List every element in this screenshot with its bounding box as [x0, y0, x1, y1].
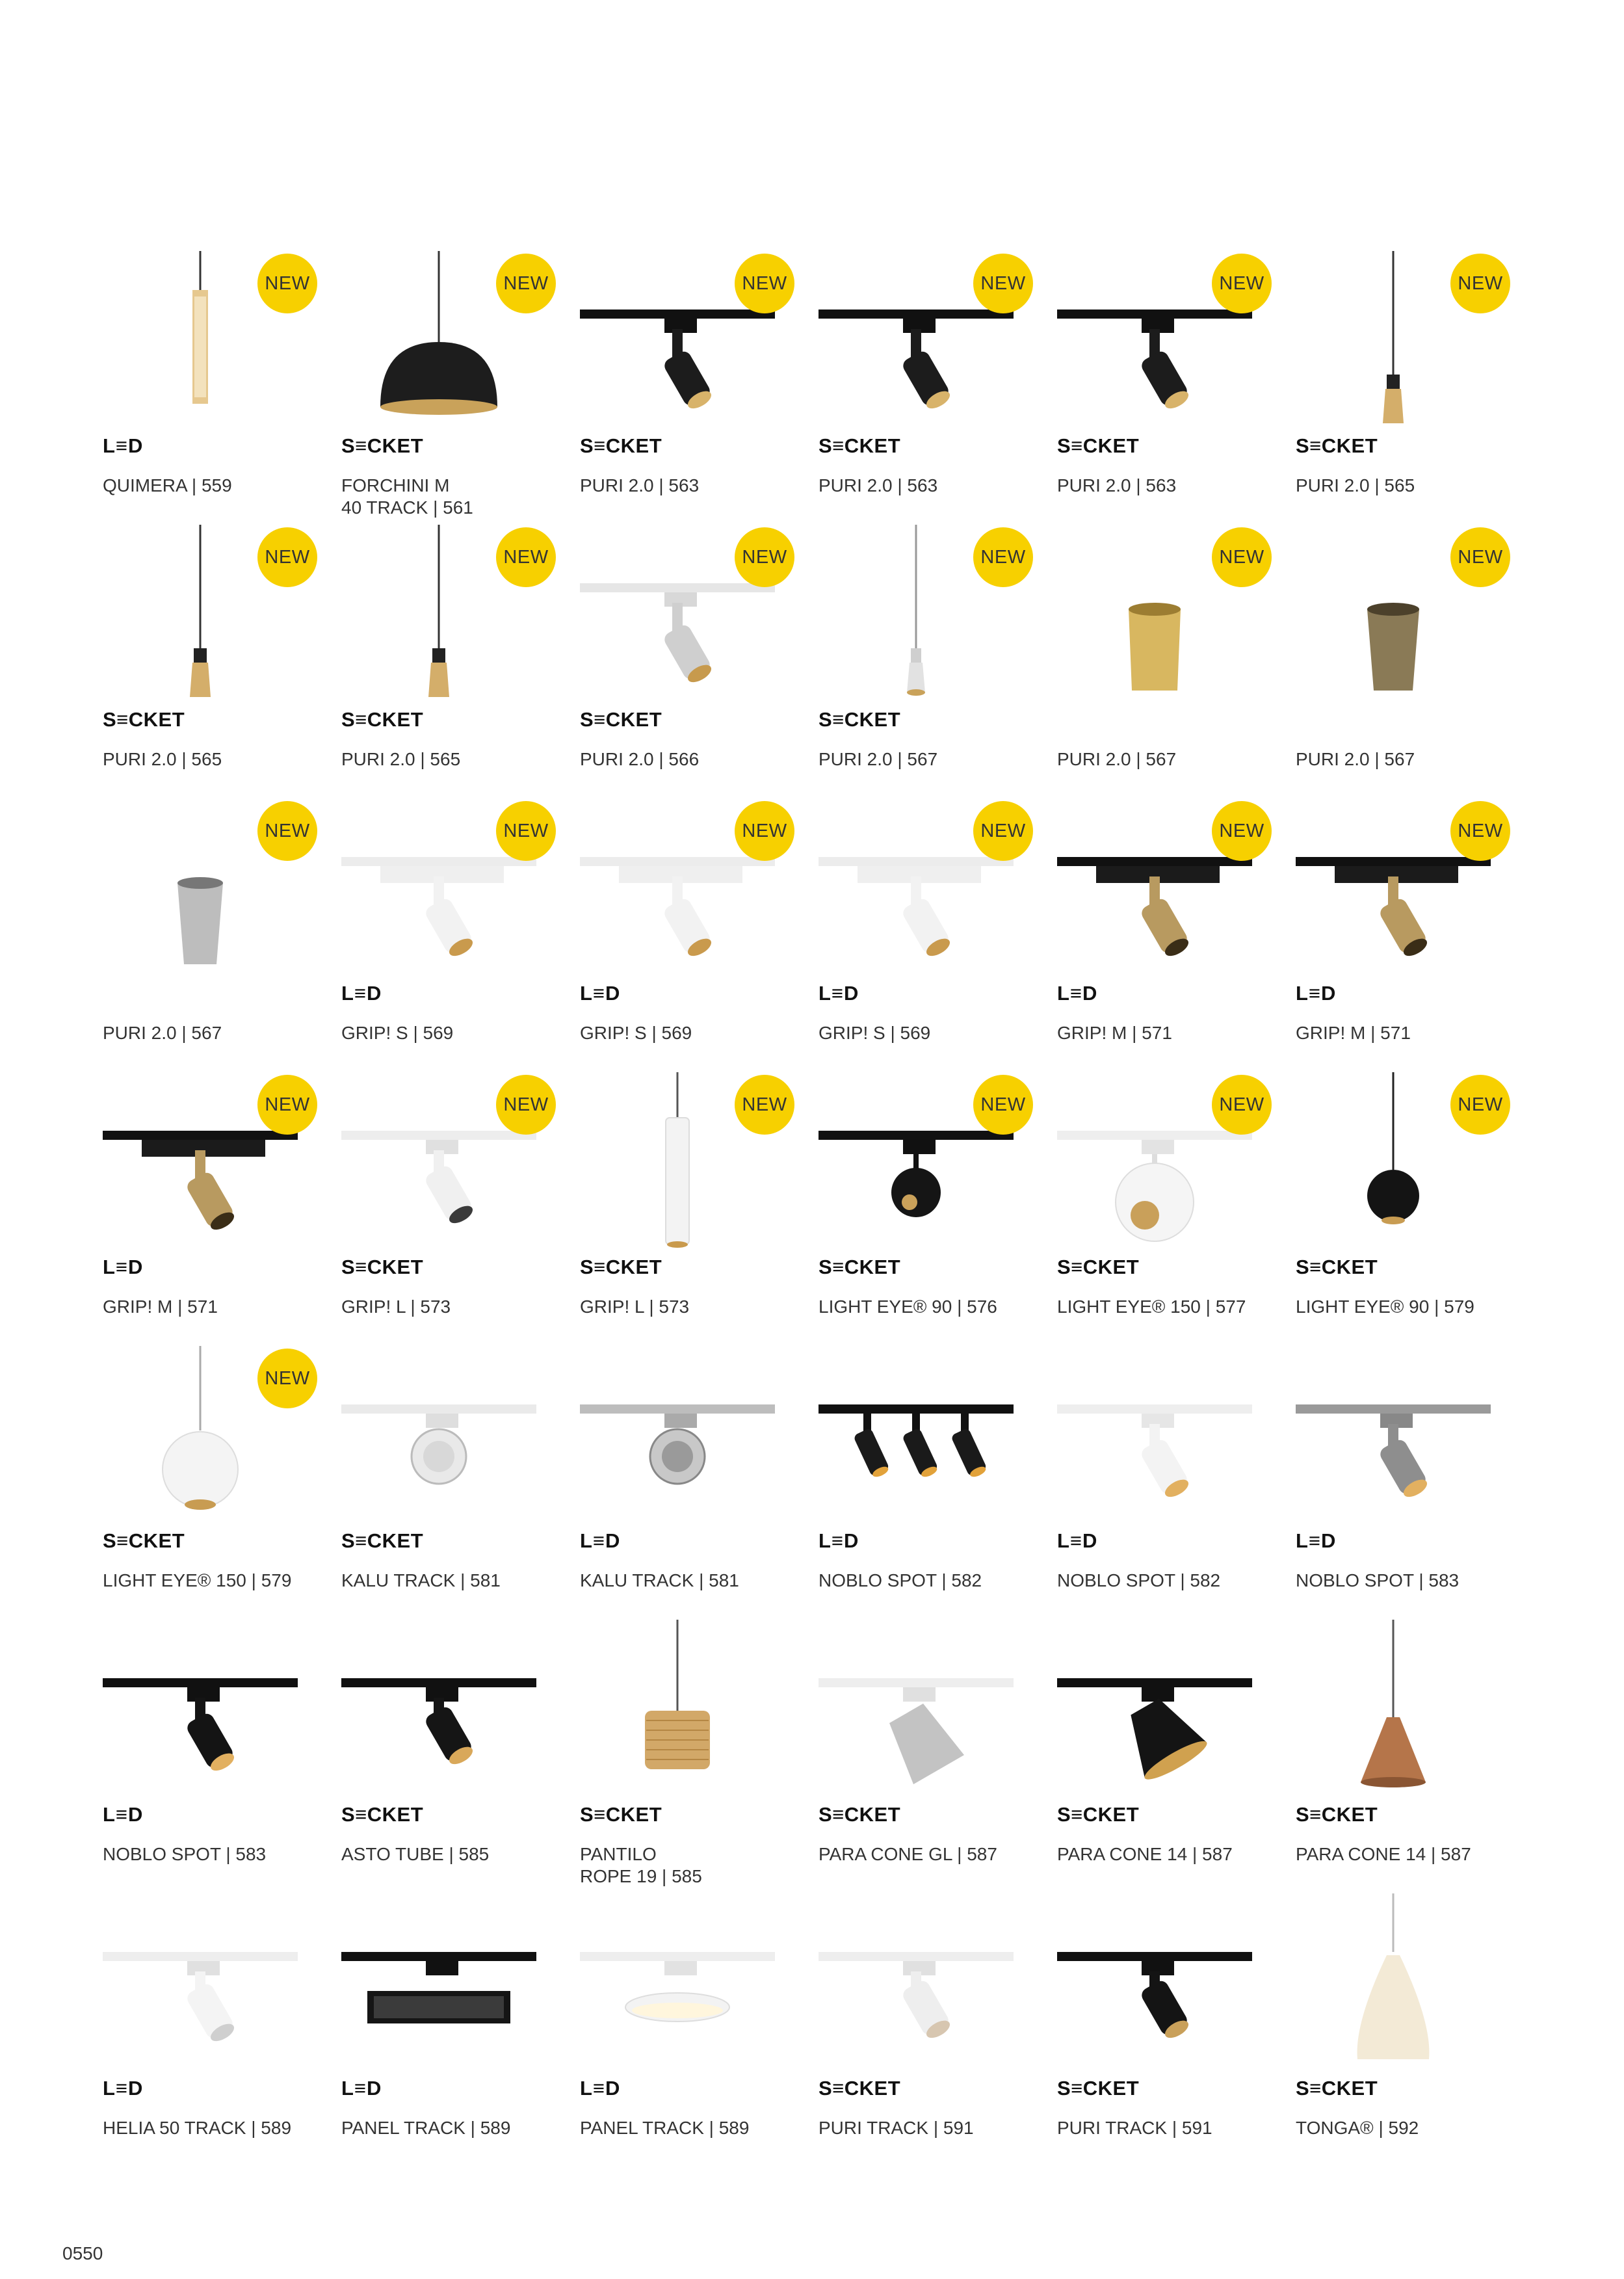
led-logo: L≡D	[103, 1803, 144, 1826]
socket-logo: S≡CKET	[819, 434, 901, 457]
new-badge: NEW	[257, 254, 317, 313]
triple-spot-track-icon	[819, 1346, 1014, 1528]
product-name: PANTILO ROPE 19 | 585	[580, 1844, 702, 1886]
product-card	[103, 798, 310, 1072]
socket-logo: S≡CKET	[103, 708, 185, 731]
product-card	[103, 1346, 310, 1619]
new-badge: NEW	[735, 527, 794, 587]
new-badge: NEW	[257, 1349, 317, 1408]
new-badge: NEW	[257, 801, 317, 861]
product-name: GRIP! L | 573	[341, 1297, 451, 1317]
product-card	[103, 525, 310, 798]
product-card	[341, 1346, 536, 1619]
product-name: PURI 2.0 | 565	[1296, 475, 1415, 495]
product-name: HELIA 50 TRACK | 589	[103, 2118, 292, 2138]
product-card	[341, 1893, 536, 2167]
new-badge: NEW	[496, 801, 556, 861]
product-name: PARA CONE 14 | 587	[1296, 1844, 1471, 1864]
product-name: PARA CONE 14 | 587	[1057, 1844, 1233, 1864]
socket-logo: S≡CKET	[1296, 1803, 1378, 1826]
product-card	[103, 251, 310, 524]
new-badge: NEW	[735, 1075, 794, 1135]
product-card	[580, 525, 787, 798]
product-name: PARA CONE GL | 587	[819, 1844, 997, 1864]
product-name: PURI 2.0 | 563	[819, 475, 938, 495]
product-name: PURI 2.0 | 567	[1057, 749, 1177, 769]
product-card	[1057, 1346, 1252, 1619]
socket-logo: S≡CKET	[1296, 434, 1378, 457]
product-name: ASTO TUBE | 585	[341, 1844, 490, 1864]
product-name: GRIP! S | 569	[819, 1023, 931, 1043]
new-badge: NEW	[1450, 801, 1510, 861]
led-logo: L≡D	[819, 982, 859, 1005]
socket-logo: S≡CKET	[1296, 1256, 1378, 1278]
product-card	[341, 525, 549, 798]
silver-kalu-track-icon	[580, 1346, 775, 1528]
new-badge: NEW	[1212, 1075, 1272, 1135]
socket-logo: S≡CKET	[580, 434, 662, 457]
new-badge: NEW	[973, 254, 1033, 313]
product-name: NOBLO SPOT | 582	[819, 1570, 982, 1590]
product-name: QUIMERA | 559	[103, 475, 232, 495]
socket-logo: S≡CKET	[341, 1529, 424, 1552]
product-card	[580, 798, 787, 1072]
product-card	[1057, 1620, 1252, 1893]
product-name: NOBLO SPOT | 583	[1296, 1570, 1460, 1590]
white-panel-track-icon	[580, 1893, 775, 2075]
white-noblo-track-icon	[1057, 1346, 1252, 1528]
new-badge: NEW	[1212, 527, 1272, 587]
product-name: PURI 2.0 | 567	[1296, 749, 1415, 769]
product-name: LIGHT EYE® 150 | 577	[1057, 1297, 1246, 1317]
socket-logo: S≡CKET	[819, 1803, 901, 1826]
new-badge: NEW	[257, 1075, 317, 1135]
socket-logo: S≡CKET	[341, 1256, 424, 1278]
product-card	[580, 1346, 775, 1619]
product-card	[819, 1620, 1014, 1893]
socket-logo: S≡CKET	[580, 708, 662, 731]
gold-drum-pendant-icon	[580, 1620, 775, 1802]
product-name: GRIP! M | 571	[1057, 1023, 1172, 1043]
product-card	[580, 251, 787, 524]
led-logo: L≡D	[1296, 982, 1337, 1005]
product-name: PURI 2.0 | 565	[341, 749, 461, 769]
black-puri-track-icon	[1057, 1893, 1252, 2075]
led-logo: L≡D	[1057, 1529, 1098, 1552]
product-card	[1296, 1620, 1491, 1893]
product-name: PURI 2.0 | 567	[819, 749, 938, 769]
product-card	[341, 798, 549, 1072]
product-card	[1057, 1893, 1252, 2167]
product-name: GRIP! L | 573	[580, 1297, 690, 1317]
glass-cone-track-icon	[819, 1620, 1014, 1802]
socket-logo: S≡CKET	[341, 434, 424, 457]
new-badge: NEW	[496, 254, 556, 313]
product-name: PURI 2.0 | 567	[103, 1023, 222, 1043]
led-logo: L≡D	[1057, 982, 1098, 1005]
product-card	[1296, 251, 1503, 524]
product-name: PANEL TRACK | 589	[341, 2118, 511, 2138]
black-asto-track-icon	[341, 1620, 536, 1802]
product-card	[1057, 251, 1264, 524]
product-name: GRIP! S | 569	[580, 1023, 692, 1043]
product-card	[1057, 1072, 1264, 1345]
copper-cone-pendant-icon	[1296, 1620, 1491, 1802]
product-name: LIGHT EYE® 150 | 579	[103, 1570, 292, 1590]
socket-logo: S≡CKET	[580, 1803, 662, 1826]
new-badge: NEW	[1450, 527, 1510, 587]
socket-logo: S≡CKET	[1057, 2077, 1140, 2100]
product-card	[341, 251, 549, 524]
product-name: PURI 2.0 | 566	[580, 749, 700, 769]
socket-logo: S≡CKET	[819, 1256, 901, 1278]
product-name: KALU TRACK | 581	[580, 1570, 739, 1590]
product-name: PURI TRACK | 591	[819, 2118, 974, 2138]
black-noblo-track-icon	[103, 1620, 298, 1802]
socket-logo: S≡CKET	[819, 708, 901, 731]
socket-logo: S≡CKET	[1057, 1803, 1140, 1826]
white-puri-track-icon	[819, 1893, 1014, 2075]
product-card	[1296, 798, 1503, 1072]
product-name: PURI 2.0 | 563	[1057, 475, 1177, 495]
product-card	[819, 525, 1026, 798]
new-badge: NEW	[1450, 254, 1510, 313]
product-name: PURI 2.0 | 563	[580, 475, 700, 495]
new-badge: NEW	[973, 527, 1033, 587]
socket-logo: S≡CKET	[1057, 1256, 1140, 1278]
led-logo: L≡D	[341, 2077, 382, 2100]
black-panel-track-icon	[341, 1893, 536, 2075]
product-card	[580, 1893, 775, 2167]
led-logo: L≡D	[580, 982, 621, 1005]
product-name: LIGHT EYE® 90 | 579	[1296, 1297, 1474, 1317]
white-helia-track-icon	[103, 1893, 298, 2075]
socket-logo: S≡CKET	[341, 1803, 424, 1826]
product-card	[1296, 1346, 1491, 1619]
product-name: TONGA® | 592	[1296, 2118, 1419, 2138]
new-badge: NEW	[257, 527, 317, 587]
product-card	[1296, 1893, 1491, 2167]
led-logo: L≡D	[819, 1529, 859, 1552]
new-badge: NEW	[973, 801, 1033, 861]
led-logo: L≡D	[103, 434, 144, 457]
led-logo: L≡D	[341, 982, 382, 1005]
product-card	[819, 1893, 1014, 2167]
product-card	[819, 251, 1026, 524]
black-cone-track-icon	[1057, 1620, 1252, 1802]
led-logo: L≡D	[103, 2077, 144, 2100]
led-logo: L≡D	[1296, 1529, 1337, 1552]
product-card	[341, 1620, 536, 1893]
product-name: GRIP! M | 571	[103, 1297, 218, 1317]
product-name: NOBLO SPOT | 583	[103, 1844, 267, 1864]
product-card	[580, 1072, 787, 1345]
product-name: GRIP! S | 569	[341, 1023, 454, 1043]
led-logo: L≡D	[580, 2077, 621, 2100]
product-card	[1057, 525, 1264, 798]
product-card	[819, 798, 1026, 1072]
product-name: PURI 2.0 | 565	[103, 749, 222, 769]
socket-logo: S≡CKET	[341, 708, 424, 731]
product-name: NOBLO SPOT | 582	[1057, 1570, 1221, 1590]
white-cone-pendant-icon	[1296, 1893, 1491, 2075]
page-number: 0550	[62, 2243, 103, 2263]
socket-logo: S≡CKET	[103, 1529, 185, 1552]
new-badge: NEW	[1212, 254, 1272, 313]
new-badge: NEW	[1450, 1075, 1510, 1135]
new-badge: NEW	[735, 801, 794, 861]
socket-logo: S≡CKET	[1296, 2077, 1378, 2100]
product-name: KALU TRACK | 581	[341, 1570, 501, 1590]
product-name: PURI TRACK | 591	[1057, 2118, 1212, 2138]
product-card	[103, 1072, 310, 1345]
socket-logo: S≡CKET	[819, 2077, 901, 2100]
product-card	[580, 1620, 775, 1893]
led-logo: L≡D	[103, 1256, 144, 1278]
new-badge: NEW	[496, 1075, 556, 1135]
new-badge: NEW	[973, 1075, 1033, 1135]
new-badge: NEW	[1212, 801, 1272, 861]
product-card	[1057, 798, 1264, 1072]
product-card	[1296, 1072, 1503, 1345]
product-name: GRIP! M | 571	[1296, 1023, 1411, 1043]
socket-logo: S≡CKET	[1057, 434, 1140, 457]
led-logo: L≡D	[580, 1529, 621, 1552]
product-card	[103, 1620, 298, 1893]
grey-noblo-track-icon	[1296, 1346, 1491, 1528]
product-name: FORCHINI M 40 TRACK | 561	[341, 475, 473, 518]
product-card	[819, 1072, 1026, 1345]
product-name: PANEL TRACK | 589	[580, 2118, 750, 2138]
new-badge: NEW	[735, 254, 794, 313]
product-card	[819, 1346, 1014, 1619]
product-card	[103, 1893, 298, 2167]
product-card	[1296, 525, 1503, 798]
socket-logo: S≡CKET	[580, 1256, 662, 1278]
product-name: LIGHT EYE® 90 | 576	[819, 1297, 997, 1317]
white-kalu-track-icon	[341, 1346, 536, 1528]
product-card	[341, 1072, 549, 1345]
new-badge: NEW	[496, 527, 556, 587]
